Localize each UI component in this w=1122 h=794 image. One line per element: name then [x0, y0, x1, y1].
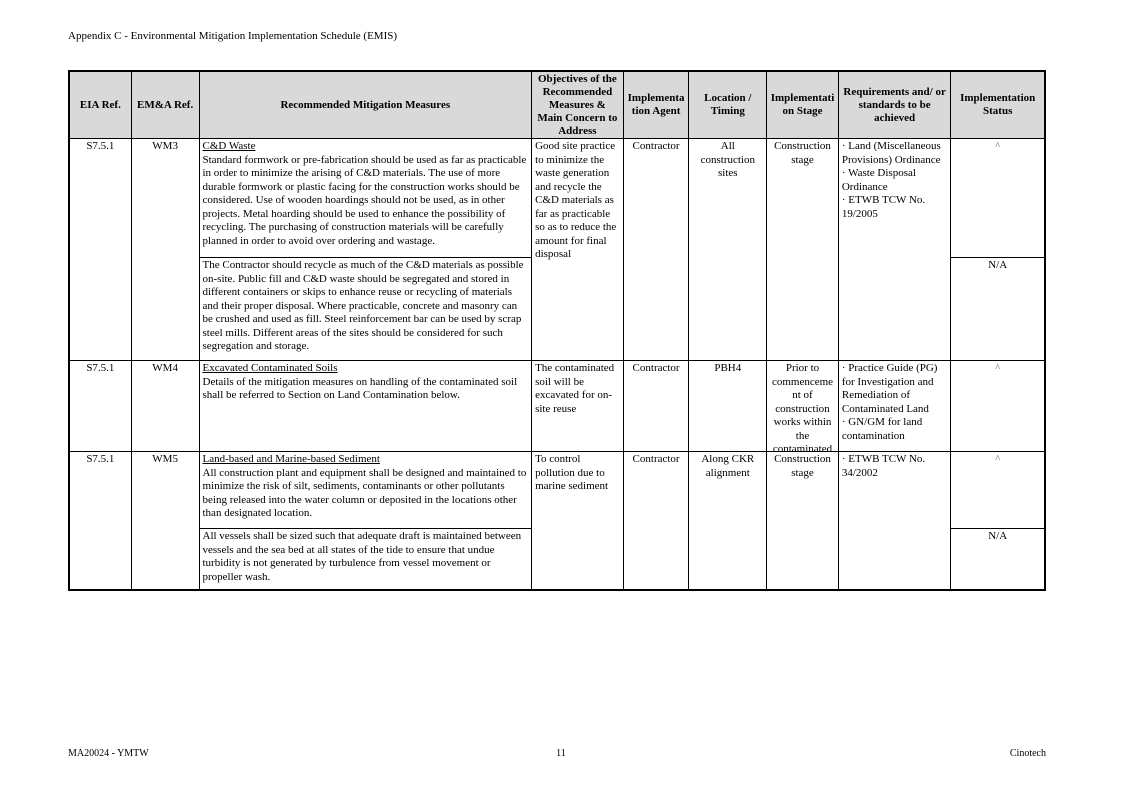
column-header: Implementation Stage	[767, 72, 839, 138]
ema-ref-cell: WM3	[132, 139, 200, 360]
implementation-agent-cell: Contractor	[624, 452, 690, 589]
requirement-item: · Land (Miscellaneous Provisions) Ordinance	[841, 140, 941, 166]
location-timing-cell: All construction sites	[689, 139, 767, 360]
column-header: Location / Timing	[689, 72, 767, 138]
measure-paragraph	[200, 257, 532, 360]
status-value: ^	[995, 454, 1001, 465]
requirement-item: · Waste Disposal Ordinance	[841, 167, 916, 193]
column-header: Implementation Status	[960, 92, 1036, 117]
column-header: Objectives of the Recommended Measures & Main Concern to Address	[532, 72, 624, 138]
implementation-status-cell	[951, 361, 1044, 451]
implementation-status-cell	[951, 139, 1044, 360]
measure-heading: Excavated Contaminated Soils	[202, 362, 338, 374]
measures-cell	[200, 361, 533, 451]
requirement-item: · GN/GM for land contamination	[841, 416, 923, 442]
column-header: Implementation Agent	[624, 72, 690, 138]
status-value: N/A	[951, 257, 1044, 360]
status-value: ^	[995, 141, 1001, 152]
measure-text: All vessels shall be sized such that adequate draft is maintained between vessels and the sea bed at all states of the tide to ensure that undue turbidity is not generated by turbulence from vessel movement or propeller wash.	[202, 530, 522, 583]
ema-ref-cell: WM5	[132, 452, 200, 589]
requirement-item: · ETWB TCW No. 19/2005	[841, 194, 926, 220]
measure-text: Details of the mitigation measures on handling of the contaminated soil shall be referred to Section on Land Contamination below.	[202, 375, 518, 401]
status-value: N/A	[951, 528, 1044, 589]
measures-cell	[200, 139, 533, 360]
emis-table	[68, 70, 1046, 591]
measure-paragraph	[200, 361, 532, 404]
objectives-cell: The contaminated soil will be excavated for on-site reuse	[532, 361, 624, 451]
measures-cell	[200, 452, 533, 589]
implementation-agent-cell: Contractor	[624, 139, 690, 360]
table-row	[70, 361, 1044, 452]
requirement-item: · ETWB TCW No. 34/2002	[841, 453, 926, 479]
ema-ref-cell: WM4	[132, 361, 200, 451]
eia-ref-cell: S7.5.1	[70, 452, 132, 589]
measure-paragraph	[200, 528, 532, 589]
implementation-stage-cell: Prior to commencement of construction works within the contaminated	[767, 361, 839, 451]
measure-paragraph	[200, 452, 532, 528]
measure-text: Standard formwork or pre-fabrication should be used as far as practicable in order to minimize the arising of C&D materials. The use of more durable formwork or plastic facing for the construction works should be considered. Use of wooden hoardings should not be used, as in other projects. Metal hoarding should be used to enhance the possibility of recycling. The purchasing of construction materials will be carefully planned in order to avoid over ordering and wastage.	[202, 153, 527, 247]
eia-ref-cell: S7.5.1	[70, 139, 132, 360]
footer-page-number: 11	[556, 748, 566, 759]
location-timing-cell: PBH4	[689, 361, 767, 451]
requirements-cell	[839, 139, 952, 360]
requirements-cell	[839, 361, 952, 451]
page-title: Appendix C - Environmental Mitigation Implementation Schedule (EMIS)	[68, 30, 398, 42]
requirement-item: · Practice Guide (PG) for Investigation and Remediation of Contaminated Land	[841, 362, 938, 415]
table-header-row	[70, 72, 1044, 139]
footer-company: Cinotech	[1009, 748, 1046, 759]
column-header: Requirements and/ or standards to be achieved	[839, 72, 952, 138]
column-header: Recommended Mitigation Measures	[200, 72, 533, 138]
measure-paragraph	[200, 139, 532, 257]
measure-text: All construction plant and equipment shall be designed and maintained to minimize the risk of silt, sediments, contaminants or other pollutants being released into the water column or deposited in the locations other than designated location.	[202, 466, 527, 519]
implementation-stage-cell: Construction stage	[767, 452, 839, 589]
column-header: EIA Ref.	[70, 72, 132, 138]
objectives-cell: Good site practice to minimize the waste generation and recycle the C&D materials as far as practicable so as to reduce the amount for final disposal	[532, 139, 624, 360]
measure-text: The Contractor should recycle as much of the C&D materials as possible on-site. Public fill and C&D waste should be segregated and stored in different containers or skips to enhance reuse or recycling of materials and their proper disposal. Where practicable, concrete and masonry can be crushed and used as fill. Steel reinforcement bar can be used by scrap steel mills. Different areas of the sites should be considered for such segregation and storage.	[202, 259, 524, 353]
measure-heading: C&D Waste	[202, 140, 256, 152]
footer-document-ref: MA20024 - YMTW	[68, 748, 149, 759]
implementation-stage-cell: Construction stage	[767, 139, 839, 360]
objectives-cell: To control pollution due to marine sediment	[532, 452, 624, 589]
requirements-cell	[839, 452, 952, 589]
column-header: EM&A Ref.	[132, 72, 200, 138]
measure-heading: Land-based and Marine-based Sediment	[202, 453, 380, 465]
location-timing-cell: Along CKR alignment	[689, 452, 767, 589]
eia-ref-cell: S7.5.1	[70, 361, 132, 451]
table-row	[70, 452, 1044, 589]
table-row	[70, 139, 1044, 361]
implementation-status-cell	[951, 452, 1044, 589]
status-value: ^	[995, 363, 1001, 374]
implementation-agent-cell: Contractor	[624, 361, 690, 451]
